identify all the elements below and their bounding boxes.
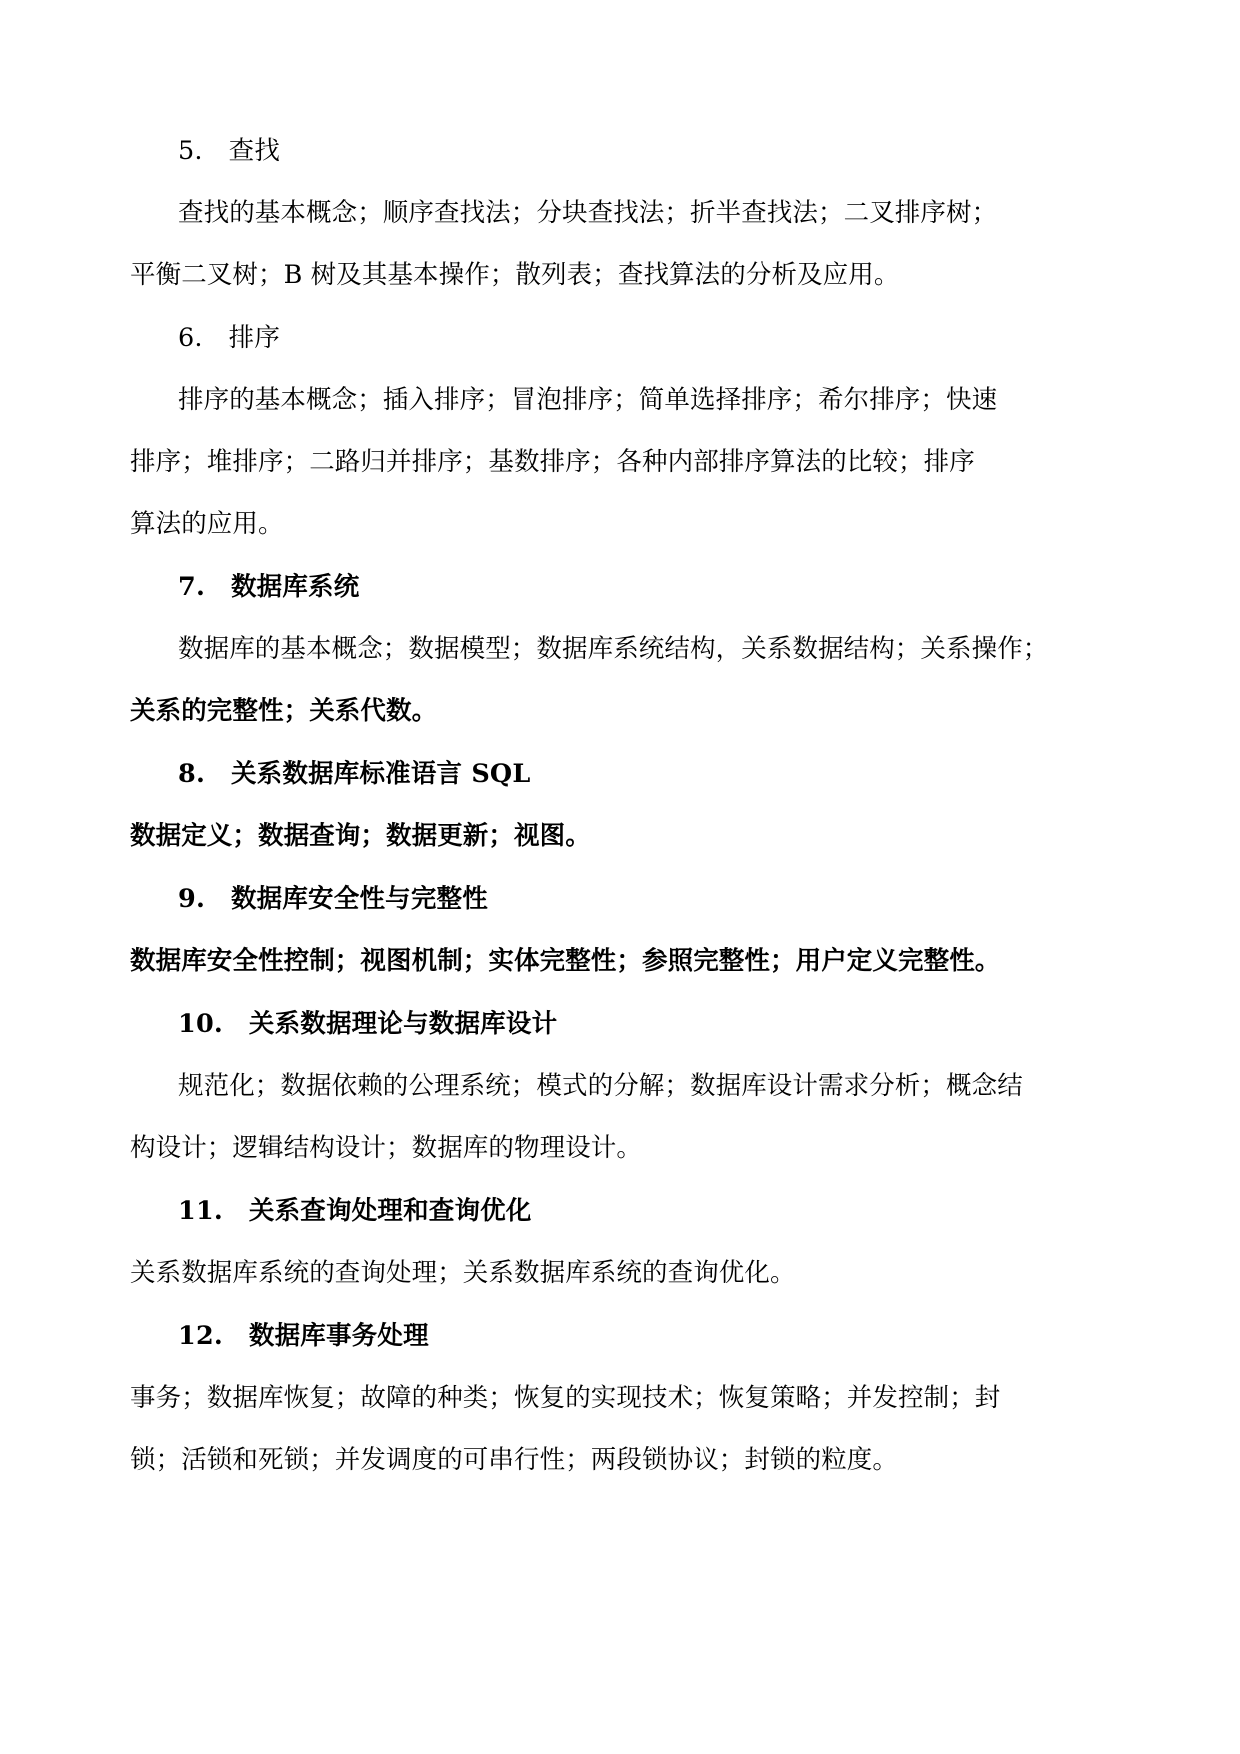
section-body-line: 排序的基本概念；插入排序；冒泡排序；简单选择排序；希尔排序；快速 [178, 385, 998, 416]
section-heading [130, 1195, 532, 1226]
section-body-row [130, 1430, 1110, 1492]
section-heading [130, 758, 531, 789]
section-body-row [130, 619, 1110, 681]
section-title: 查找 [228, 135, 281, 166]
section-number: 10. [178, 1008, 223, 1039]
section-heading-row [130, 120, 1110, 183]
section-heading-row [130, 307, 1110, 370]
section-body-line: 排序；堆排序；二路归并排序；基数排序；各种内部排序算法的比较；排序 [130, 447, 975, 478]
section-number: 11. [178, 1195, 223, 1226]
section-heading-row [130, 1305, 1110, 1368]
section-number: 7. [178, 571, 206, 602]
section-heading-row [130, 993, 1110, 1056]
section-body-row [130, 681, 1110, 743]
section-body-line: 事务；数据库恢复；故障的种类；恢复的实现技术；恢复策略；并发控制；封 [130, 1383, 1001, 1414]
section-heading [130, 571, 360, 602]
section-body-row [130, 1243, 1110, 1305]
section-body-line: 数据库安全性控制；视图机制；实体完整性；参照完整性；用户定义完整性。 [130, 946, 1001, 977]
section-body-row [130, 1056, 1110, 1118]
section-body-line: 查找的基本概念；顺序查找法；分块查找法；折半查找法；二叉排序树； [178, 198, 998, 229]
section-body-line: 规范化；数据依赖的公理系统；模式的分解；数据库设计需求分析；概念结 [178, 1071, 1023, 1102]
section-body-line: 算法的应用。 [130, 509, 284, 540]
section-title: 关系查询处理和查询优化 [248, 1195, 532, 1226]
section-heading-row [130, 556, 1110, 619]
section-body-row [130, 806, 1110, 868]
section-body-line: 数据库的基本概念；数据模型；数据库系统结构，关系数据结构；关系操作； [178, 634, 1049, 665]
section-title: 数据库事务处理 [248, 1320, 429, 1351]
section-body-row [130, 183, 1110, 245]
section-title: 数据库系统 [230, 571, 360, 602]
section-body-row [130, 494, 1110, 556]
section-body-row [130, 1118, 1110, 1180]
section-heading-row [130, 743, 1110, 806]
section-title: 关系数据库标准语言 SQL [230, 758, 531, 789]
section-title: 关系数据理论与数据库设计 [248, 1008, 558, 1039]
section-body-line: 数据定义；数据查询；数据更新；视图。 [130, 821, 591, 852]
section-body-row [130, 370, 1110, 432]
section-heading-row [130, 1180, 1110, 1243]
section-number: 12. [178, 1320, 223, 1351]
section-heading [130, 322, 281, 353]
section-title: 数据库安全性与完整性 [230, 883, 488, 914]
section-title: 排序 [228, 322, 281, 353]
section-body-row [130, 245, 1110, 307]
section-number: 9. [178, 883, 206, 914]
section-number: 8. [178, 758, 206, 789]
section-heading [130, 135, 281, 166]
section-number: 5. [178, 135, 203, 166]
document-body [130, 120, 1110, 1492]
section-body-row [130, 931, 1110, 993]
section-body-line: 平衡二叉树；B 树及其基本操作；散列表；查找算法的分析及应用。 [130, 260, 900, 291]
section-body-row [130, 432, 1110, 494]
section-body-row [130, 1368, 1110, 1430]
section-heading [130, 1320, 429, 1351]
section-heading [130, 1008, 558, 1039]
section-body-line: 锁；活锁和死锁；并发调度的可串行性；两段锁协议；封锁的粒度。 [130, 1445, 899, 1476]
section-number: 6. [178, 322, 203, 353]
section-body-line: 构设计；逻辑结构设计；数据库的物理设计。 [130, 1133, 643, 1164]
section-heading [130, 883, 488, 914]
section-body-line: 关系的完整性；关系代数。 [130, 696, 438, 727]
section-body-line: 关系数据库系统的查询处理；关系数据库系统的查询优化。 [130, 1258, 796, 1289]
section-heading-row [130, 868, 1110, 931]
